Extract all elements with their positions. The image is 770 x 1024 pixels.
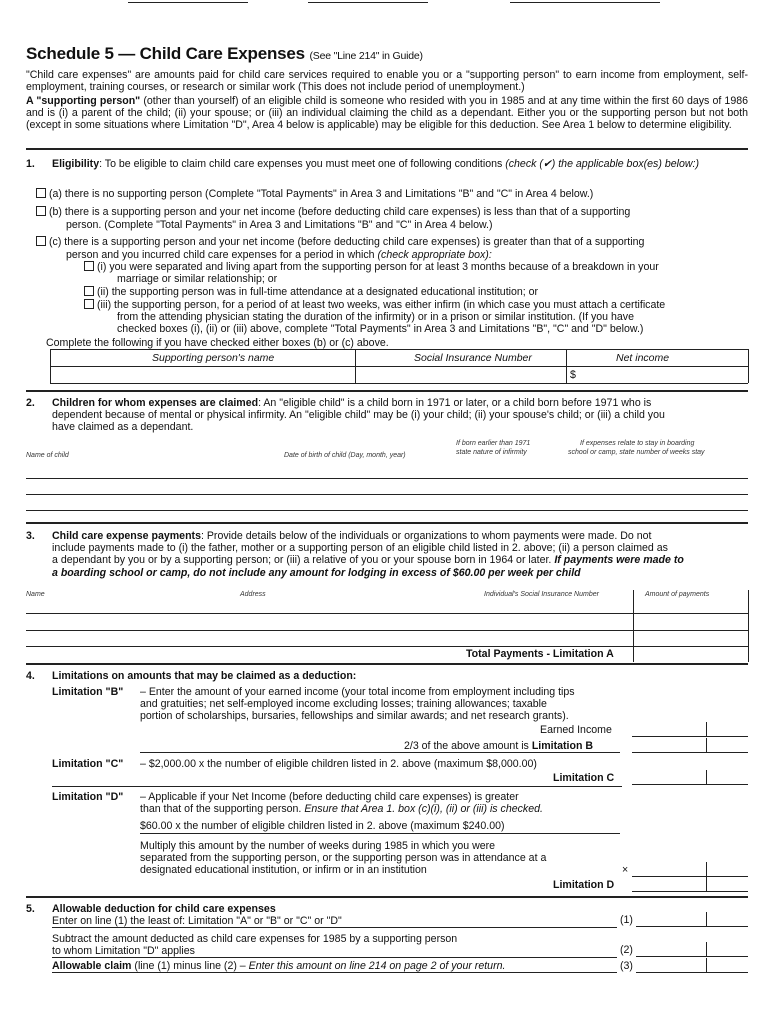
- limD-amount-underline: [140, 833, 620, 834]
- sp-header-income: Net income: [616, 352, 670, 364]
- limD-result: Limitation D: [553, 879, 615, 891]
- section5-title: Allowable deduction for child care expenses: [52, 903, 276, 915]
- option-cii-text: (ii) the supporting person was in full-time attendance at a designated educational institution; or: [97, 286, 539, 298]
- option-c-line2: [66, 249, 492, 261]
- payment-row-1[interactable]: [26, 613, 748, 614]
- line3-label: Allowable claim: [52, 960, 132, 972]
- line3-input[interactable]: [636, 972, 748, 973]
- option-c-text2-italic: (check appropriate box):: [377, 249, 492, 261]
- section4-top-rule: [26, 663, 748, 665]
- child-col-dob: Date of birth of child (Day, month, year): [284, 452, 406, 459]
- sp-header-sin: Social Insurance Number: [414, 352, 532, 364]
- section3-number: 3.: [26, 530, 35, 542]
- limC-underline: [52, 786, 622, 787]
- section3-heading: [52, 530, 752, 542]
- limD-times: ×: [622, 864, 629, 876]
- sp-income-input[interactable]: [580, 367, 746, 382]
- total-payments-label: Total Payments - Limitation A: [466, 648, 614, 660]
- limD-text6: designated educational institution, or infirm or in an institution: [140, 864, 427, 876]
- line1-tick: [706, 912, 707, 926]
- child-col-school2: school or camp, state number of weeks stay: [568, 449, 705, 456]
- child-col-infirm2: state nature of infirmity: [456, 449, 527, 456]
- sp-table-top: [50, 349, 748, 350]
- option-a: [36, 188, 593, 200]
- earned-income-tick: [706, 722, 707, 736]
- child-col-school1: If expenses relate to stay in boarding: [580, 440, 695, 447]
- child-col-name: Name of child: [26, 452, 69, 459]
- section4-number: 4.: [26, 670, 35, 682]
- sp-income-dollar: $: [570, 369, 576, 381]
- option-c-text1: (c) there is a supporting person and your net income (before deducting child care expenses) is greater than that of a supporting: [49, 236, 645, 248]
- checkbox-c-i[interactable]: [84, 261, 94, 271]
- section1-intro: : To be eligible to claim child care expenses you must meet one of following conditions: [99, 158, 506, 170]
- limB-label: Limitation "B": [52, 686, 124, 698]
- two-thirds-limitation: Limitation B: [531, 740, 594, 752]
- section3-text3: [52, 554, 684, 566]
- limB-text2: and gratuities; net self-employed income excluding losses; training allowances; taxable: [140, 698, 547, 710]
- child-row-2[interactable]: [26, 494, 748, 495]
- limC-tick: [706, 770, 707, 784]
- checkbox-c-ii[interactable]: [84, 286, 94, 296]
- option-b-line2: person. (Complete "Total Payments" in Area 3 and Limitations "B" and "C" in Area 4 below.): [66, 219, 493, 231]
- line1-text: Enter on line (1) the least of: Limitation "A" or "B" or "C" or "D": [52, 915, 342, 927]
- option-ci-line2: marriage or similar relationship; or: [117, 273, 278, 285]
- limD-label: Limitation "D": [52, 791, 124, 803]
- limD-text4: Multiply this amount by the number of weeks during 1985 in which you were: [140, 840, 496, 852]
- option-a-text: (a) there is no supporting person (Complete "Total Payments" in Area 3 and Limitations "B" and "C" in Area 4 below.): [49, 188, 594, 200]
- limC-label: Limitation "C": [52, 758, 124, 770]
- limB-text1: – Enter the amount of your earned income (your total income from employment including tips: [140, 686, 575, 698]
- limC-input[interactable]: [632, 784, 748, 785]
- supporting-person-label: A "supporting person": [26, 95, 141, 107]
- limD-text2b: Ensure that Area 1. box (c)(i), (ii) or (iii) is checked.: [304, 803, 543, 815]
- section5-number: 5.: [26, 903, 35, 915]
- limC-result: Limitation C: [553, 772, 615, 784]
- section1-top-rule: [26, 148, 748, 150]
- sp-table-div1: [355, 349, 356, 383]
- line3-tick: [706, 958, 707, 972]
- child-row-1[interactable]: [26, 478, 748, 479]
- limC-text: – $2,000.00 x the number of eligible children listed in 2. above (maximum $8,000.00): [140, 758, 537, 770]
- earned-income-label: Earned Income: [540, 724, 612, 736]
- line2-num: (2): [620, 944, 633, 956]
- checkbox-c[interactable]: [36, 236, 46, 246]
- line1-input[interactable]: [636, 926, 748, 927]
- option-b-text1: (b) there is a supporting person and your net income (before deducting child care expenses) is less than that of a supporting: [49, 206, 631, 218]
- section3-text3a: a dependant by you or by a supporting person; or (iii) a relative of you or your spouse born in 1964 or later.: [52, 554, 552, 566]
- section2-top-rule: [26, 390, 748, 392]
- section2-text1: : An "eligible child" is a child born in 1971 or later, or a child born before 1971 who is: [258, 397, 652, 409]
- section1-intro-italic: (check (✔) the applicable box(es) below:): [505, 158, 699, 170]
- payment-col-name: Name: [26, 591, 45, 598]
- limD-input[interactable]: [632, 891, 748, 892]
- sp-name-input[interactable]: [52, 367, 352, 382]
- top-rule-left: [128, 2, 248, 3]
- checkbox-a[interactable]: [36, 188, 46, 198]
- intro-supporting-person: [26, 95, 748, 132]
- option-b: [36, 206, 630, 218]
- option-ciii: [84, 299, 665, 311]
- sp-sin-input[interactable]: [357, 367, 564, 382]
- line3-italic: Enter this amount on line 214 on page 2 of your return.: [248, 960, 506, 972]
- child-row-3[interactable]: [26, 510, 748, 511]
- see-guide-text: (See "Line 214" in Guide): [309, 50, 423, 62]
- sp-table-right: [748, 349, 749, 383]
- option-ciii-line3: checked boxes (i), (ii) or (iii) above, complete "Total Payments" in Area 3 and Limitations "B", "C" and "D" below.): [117, 323, 644, 335]
- two-thirds: [404, 740, 593, 752]
- section2-text2: dependent because of mental or physical infirmity. An "eligible child" may be (i) your child; (ii) your spouse's child; or (iii) a child you: [52, 409, 665, 421]
- line3-underline: [52, 972, 617, 973]
- section2-heading: [52, 397, 752, 409]
- section3-text1: : Provide details below of the individuals or organizations to whom payments were made. Do not: [200, 530, 652, 542]
- limD-text2: [140, 803, 543, 815]
- section3-text4: a boarding school or camp, do not include any amount for lodging in excess of $60.00 per week per child: [52, 567, 581, 579]
- child-col-infirm1: If born earlier than 1971: [456, 440, 531, 447]
- payment-col-amount: Amount of payments: [645, 591, 710, 598]
- option-ci-text1: (i) you were separated and living apart from the supporting person for at least 3 months because of a breakdown in your: [97, 261, 659, 273]
- limD-text5: separated from the supporting person, or the supporting person was in attendance at a: [140, 852, 547, 864]
- line2-text2: to whom Limitation "D" applies: [52, 945, 195, 957]
- complete-following: Complete the following if you have checked either boxes (b) or (c) above.: [46, 337, 389, 349]
- section2-title: Children for whom expenses are claimed: [52, 397, 259, 409]
- sp-table-div2: [566, 349, 567, 383]
- sp-header-name: Supporting person's name: [152, 352, 275, 364]
- option-cii: [84, 286, 538, 298]
- line3: [52, 960, 505, 972]
- section1-number: 1.: [26, 158, 35, 170]
- section3-text3b: If payments were made to: [551, 554, 684, 566]
- sp-table-bottom: [50, 383, 748, 384]
- section5-top-rule: [26, 896, 748, 898]
- intro-definition: "Child care expenses" are amounts paid for child care services required to enable you or a "supporting person" to earn income from employment, self-employment, training courses, or research or similar work (This does not include period of unemployment.): [26, 69, 748, 94]
- limB-input[interactable]: [632, 752, 748, 753]
- option-ciii-line2: from the attending physician stating the duration of the infirmity) or in a prison or similar institution. (If you have: [117, 311, 634, 323]
- section1-heading: [52, 158, 742, 170]
- limD-tick: [706, 877, 707, 891]
- option-c: [36, 236, 644, 248]
- line2-input[interactable]: [636, 956, 748, 957]
- limB-text3: portion of scholarships, bursaries, fellowships and similar awards; and net research grants).: [140, 710, 569, 722]
- line2-underline: [52, 957, 617, 958]
- section2-text3: have claimed as a dependant.: [52, 421, 194, 433]
- payment-amount-right: [748, 590, 749, 662]
- payment-amount-left: [633, 590, 634, 662]
- payment-row-2[interactable]: [26, 630, 748, 631]
- line3-text: (line (1) minus line (2) –: [131, 960, 249, 972]
- option-ci: [84, 261, 659, 273]
- checkbox-c-iii[interactable]: [84, 299, 94, 309]
- limD-text1: – Applicable if your Net Income (before deducting child care expenses) is greater: [140, 791, 519, 803]
- line2-tick: [706, 942, 707, 956]
- line2-text1: Subtract the amount deducted as child care expenses for 1985 by a supporting person: [52, 933, 458, 945]
- limD-weeks-input[interactable]: [632, 876, 748, 877]
- limD-weeks-tick: [706, 862, 707, 876]
- supporting-person-text: (other than yourself) of an eligible child is someone who resided with you in 1985 and at any time within the first 60 days of 1986 and is (i) a parent of the child; (ii) your spouse; or (iii) an individual claiming the child as a dependant. Either you or the supporting person but not both (except in some situations where Limitation "D", Area 4 below is applicable) may be eligible for this deduction. See Area 1 below to determine eligibility.: [26, 95, 749, 132]
- two-thirds-text: 2/3 of the above amount is: [404, 740, 532, 752]
- earned-income-input[interactable]: [632, 736, 748, 737]
- option-c-text2: person and you incurred child care expenses for a period in which: [66, 249, 378, 261]
- total-payments-input[interactable]: [635, 647, 747, 661]
- line1-underline: [52, 927, 617, 928]
- limD-text2a: than that of the supporting person.: [140, 803, 305, 815]
- limD-text3: $60.00 x the number of eligible children listed in 2. above (maximum $240.00): [140, 820, 505, 832]
- section4-title: Limitations on amounts that may be claimed as a deduction:: [52, 670, 357, 682]
- section1-title: Eligibility: [52, 158, 100, 170]
- section3-text2: include payments made to (i) the father, mother or a supporting person of an eligible child listed in 2. above; (ii) a person claimed as: [52, 542, 668, 554]
- payment-col-address: Address: [240, 591, 266, 598]
- title-text: Schedule 5 — Child Care Expenses: [26, 44, 305, 63]
- line3-num: (3): [620, 960, 633, 972]
- payment-col-sin: Individual's Social Insurance Number: [484, 591, 599, 598]
- section3-title: Child care expense payments: [52, 530, 201, 542]
- section2-number: 2.: [26, 397, 35, 409]
- section3-top-rule: [26, 522, 748, 524]
- checkbox-b[interactable]: [36, 206, 46, 216]
- page-title: [26, 44, 423, 64]
- limB-tick: [706, 738, 707, 752]
- option-ciii-text1: (iii) the supporting person, for a period of at least two weeks, was either infirm (in which case you must attach a certificate: [97, 299, 666, 311]
- line1-num: (1): [620, 914, 633, 926]
- top-rule-right: [510, 2, 660, 3]
- top-rule-mid: [308, 2, 428, 3]
- sp-table-left: [50, 349, 51, 383]
